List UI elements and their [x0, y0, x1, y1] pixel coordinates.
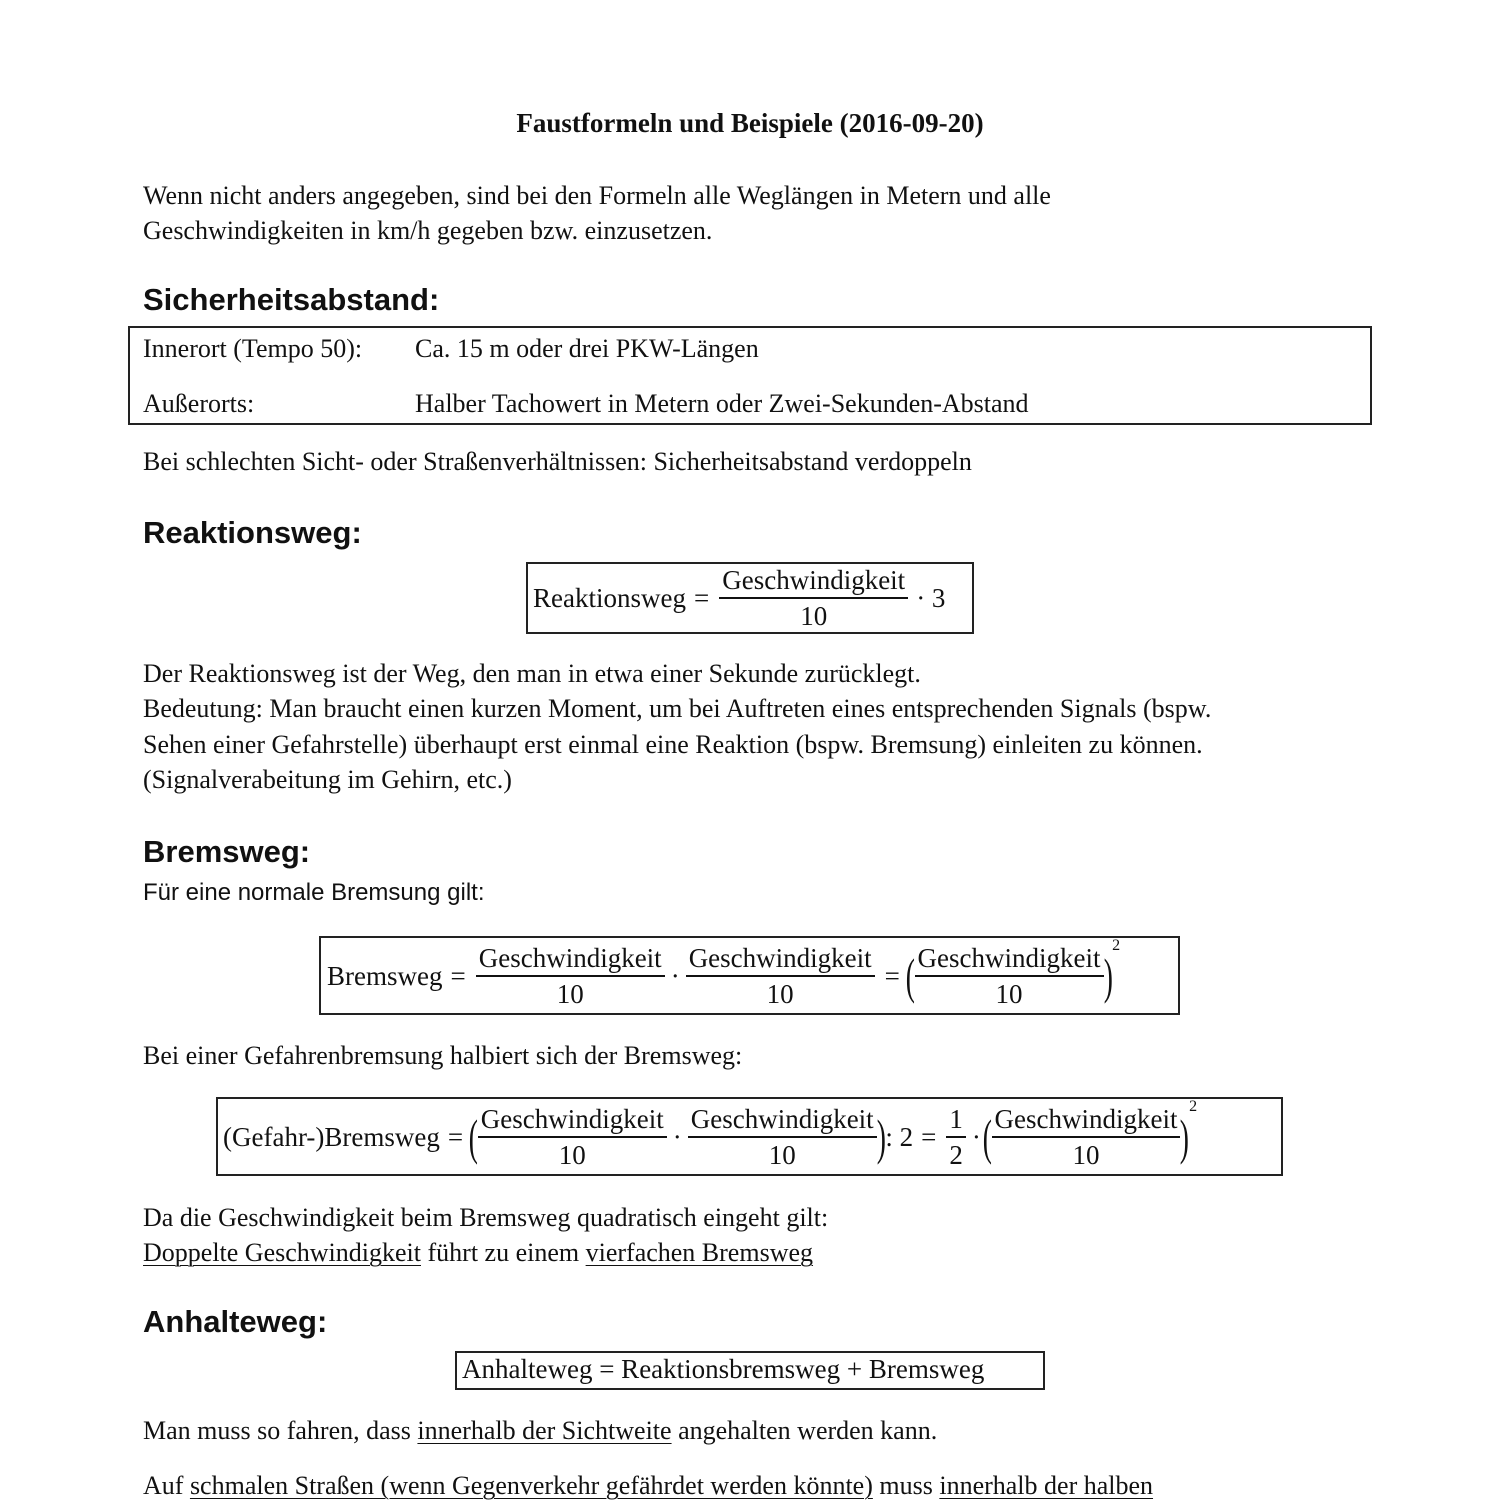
formula-factor: · 3	[916, 582, 946, 613]
equals-sign: =	[921, 1121, 937, 1152]
right-paren: )	[876, 1109, 886, 1165]
fraction-denominator: 10	[800, 601, 828, 631]
reaction-text-1: Der Reaktionsweg ist der Weg, den man in etwa einer Sekunde zurücklegt.	[143, 659, 921, 688]
right-paren: )	[1103, 948, 1113, 1004]
equals-sign: =	[884, 960, 900, 991]
fraction	[686, 943, 875, 1009]
heading-reaktionsweg: Reaktionsweg:	[143, 515, 362, 550]
fraction-denominator: 10	[558, 1140, 586, 1170]
safety-row1-label: Innerort (Tempo 50):	[143, 334, 363, 363]
stopping-text-1	[143, 1413, 937, 1448]
equals-sign: =	[693, 582, 710, 613]
rule-connector: führt zu einem	[421, 1238, 586, 1267]
danger-braking-formula	[223, 1098, 1198, 1172]
left-paren: (	[982, 1109, 992, 1165]
quadratic-rule	[143, 1235, 813, 1270]
braking-subtitle: Für eine normale Bremsung gilt:	[143, 879, 485, 906]
multiply-dot: ·	[971, 1121, 981, 1152]
fraction	[992, 1104, 1181, 1170]
safety-row2-value: Halber Tachowert in Metern oder Zwei-Sekunden-Abstand	[415, 389, 1029, 418]
reaction-formula	[533, 564, 945, 632]
heading-bremsweg: Bremsweg:	[143, 834, 311, 869]
page-title: Faustformeln und Beispiele (2016-09-20)	[516, 108, 984, 138]
fraction-numerator: Geschwindigkeit	[686, 943, 875, 977]
fraction	[478, 1104, 667, 1170]
quadratic-text: Da die Geschwindigkeit beim Bremsweg quadratisch eingeht gilt:	[143, 1203, 829, 1232]
safety-note: Bei schlechten Sicht- oder Straßenverhältnissen: Sicherheitsabstand verdoppeln	[143, 447, 972, 476]
intro-line-1: Wenn nicht anders angegeben, sind bei den Formeln alle Weglängen in Metern und alle	[143, 181, 1051, 210]
formula-lhs: Reaktionsweg	[533, 582, 686, 613]
text-segment: Auf	[143, 1471, 190, 1500]
heading-anhalteweg: Anhalteweg:	[143, 1304, 328, 1339]
fraction-numerator: Geschwindigkeit	[478, 1104, 667, 1138]
within-half-sight: innerhalb der halben	[939, 1471, 1154, 1500]
rule-fourfold-distance: vierfachen Bremsweg	[585, 1238, 814, 1267]
multiply-dot: ·	[670, 960, 680, 991]
fraction-numerator: Geschwindigkeit	[719, 565, 908, 599]
fraction-numerator: Geschwindigkeit	[992, 1104, 1181, 1138]
right-paren: )	[1180, 1109, 1190, 1165]
fraction-denominator: 10	[995, 979, 1023, 1009]
fraction-denominator: 2	[949, 1140, 963, 1170]
braking-formula	[327, 937, 1121, 1011]
fraction	[476, 943, 665, 1009]
within-sight-range: innerhalb der Sichtweite	[417, 1416, 672, 1445]
divide-by-two: : 2	[885, 1121, 914, 1152]
fraction-denominator: 10	[768, 1140, 796, 1170]
exponent: 2	[1112, 937, 1121, 954]
fraction-denominator: 10	[766, 979, 794, 1009]
equals-sign: =	[450, 960, 466, 991]
fraction-denominator: 10	[1072, 1140, 1100, 1170]
fraction-numerator: Geschwindigkeit	[476, 943, 665, 977]
multiply-dot: ·	[672, 1121, 682, 1152]
reaction-text-3: Sehen einer Gefahrstelle) überhaupt erst einmal eine Reaktion (bspw. Bremsung) einleiten zu können.	[143, 730, 1203, 759]
text-segment: Man muss so fahren, dass	[143, 1416, 418, 1445]
half-fraction	[946, 1104, 966, 1170]
fraction-numerator: Geschwindigkeit	[915, 943, 1104, 977]
safety-row1-value: Ca. 15 m oder drei PKW-Längen	[415, 334, 759, 363]
fraction-numerator: Geschwindigkeit	[688, 1104, 877, 1138]
fraction	[915, 943, 1104, 1009]
formula-lhs: Bremsweg	[327, 960, 443, 991]
equals-sign: =	[447, 1121, 464, 1152]
exponent: 2	[1189, 1098, 1198, 1115]
text-segment: muss	[872, 1471, 940, 1500]
reaction-text-4: (Signalverabeitung im Gehirn, etc.)	[143, 765, 512, 794]
danger-braking-intro: Bei einer Gefahrenbremsung halbiert sich der Bremsweg:	[143, 1041, 743, 1070]
formula-lhs: (Gefahr-)Bremsweg	[223, 1121, 440, 1152]
narrow-roads: schmalen Straßen (wenn Gegenverkehr gefährdet werden könnte)	[189, 1471, 873, 1500]
heading-sicherheitsabstand: Sicherheitsabstand:	[143, 282, 440, 317]
fraction-numerator: 1	[946, 1104, 966, 1138]
rule-double-speed: Doppelte Geschwindigkeit	[143, 1238, 421, 1267]
reaction-text-2: Bedeutung: Man braucht einen kurzen Moment, um bei Auftreten eines entsprechenden Signals (bspw.	[143, 694, 1212, 723]
stopping-text-2	[143, 1468, 1153, 1503]
intro-line-2: Geschwindigkeiten in km/h gegeben bzw. einzusetzen.	[143, 216, 713, 245]
safety-row2-label: Außerorts:	[143, 389, 255, 418]
fraction	[688, 1104, 877, 1170]
left-paren: (	[905, 948, 915, 1004]
fraction-denominator: 10	[556, 979, 584, 1009]
stopping-formula: Anhalteweg = Reaktionsbremsweg + Bremsweg	[462, 1354, 985, 1384]
left-paren: (	[468, 1109, 479, 1165]
fraction	[719, 565, 908, 631]
text-segment: angehalten werden kann.	[671, 1416, 938, 1445]
